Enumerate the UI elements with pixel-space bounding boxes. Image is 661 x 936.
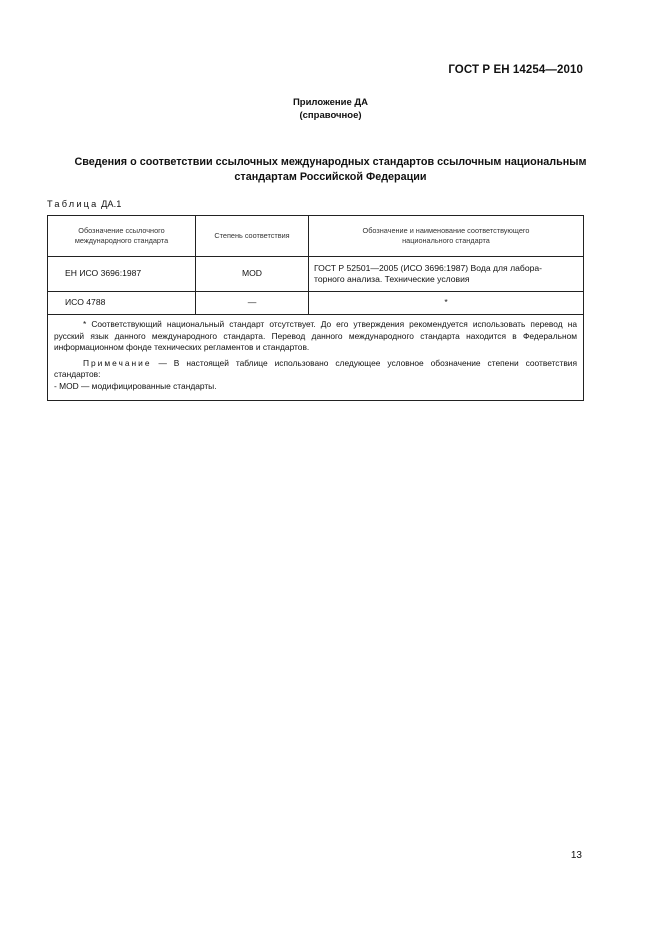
note-paragraph: [54, 358, 577, 381]
table-notes-row: [48, 315, 584, 401]
cell-national-line-1: ГОСТ Р 52501—2005 (ИСО 3696:1987) Вода для лабора-: [314, 262, 543, 273]
cell-reference: ЕН ИСО 3696:1987: [48, 257, 196, 292]
section-heading-line-2: стандартам Российской Федерации: [234, 171, 427, 183]
header-col1-line-2: международного стандарта: [74, 236, 169, 245]
table-label: [47, 199, 122, 209]
cell-degree: —: [196, 292, 309, 315]
appendix-title: Приложение ДА: [292, 97, 369, 108]
appendix-subtitle: (справочное): [299, 110, 362, 121]
standards-table: [47, 215, 584, 401]
header-col1-line-1: Обозначение ссылочного: [78, 225, 165, 235]
cell-degree: MOD: [196, 257, 309, 292]
cell-national: *: [309, 292, 584, 315]
header-col2: Степень соответствия: [214, 230, 290, 240]
header-reference-standard: [48, 216, 196, 257]
table-label-number: ДА.1: [98, 199, 122, 209]
section-heading-line-1: Сведения о соответствии ссылочных международных стандартов ссылочным национальным: [74, 156, 587, 168]
table-notes: [48, 315, 584, 401]
note-text: — В настоящей таблице использовано следующее условное обозначение степени соответствия стандартов:: [54, 357, 577, 380]
header-col3-line-2: национального стандарта: [402, 236, 490, 245]
header-national-standard: [309, 216, 584, 257]
footnote-text: * Соответствующий национальный стандарт отсутствует. До его утверждения рекомендуется использовать перевод на русский язык данного международного стандарта. Перевод данного международного стандарта находится в Федеральном информационном фонде технических регламентов и стандартов.: [54, 319, 577, 353]
header-degree: [196, 216, 309, 257]
table-row: [48, 292, 584, 315]
note-label: Примечание: [83, 357, 152, 368]
page-number: 13: [570, 850, 582, 861]
table-header-row: [48, 216, 584, 257]
cell-reference: ИСО 4788: [48, 292, 196, 315]
table-label-word: Таблица: [47, 199, 99, 209]
cell-national: [309, 257, 584, 292]
table-row: [48, 257, 584, 292]
appendix-block: [0, 96, 661, 122]
note-item: - MOD — модифицированные стандарты.: [54, 380, 217, 391]
cell-national-line-2: торного анализа. Технические условия: [314, 274, 470, 284]
document-code: ГОСТ Р ЕН 14254—2010: [448, 64, 583, 76]
section-heading: [40, 155, 621, 185]
header-col3-line-1: Обозначение и наименование соответствующего: [362, 225, 530, 235]
